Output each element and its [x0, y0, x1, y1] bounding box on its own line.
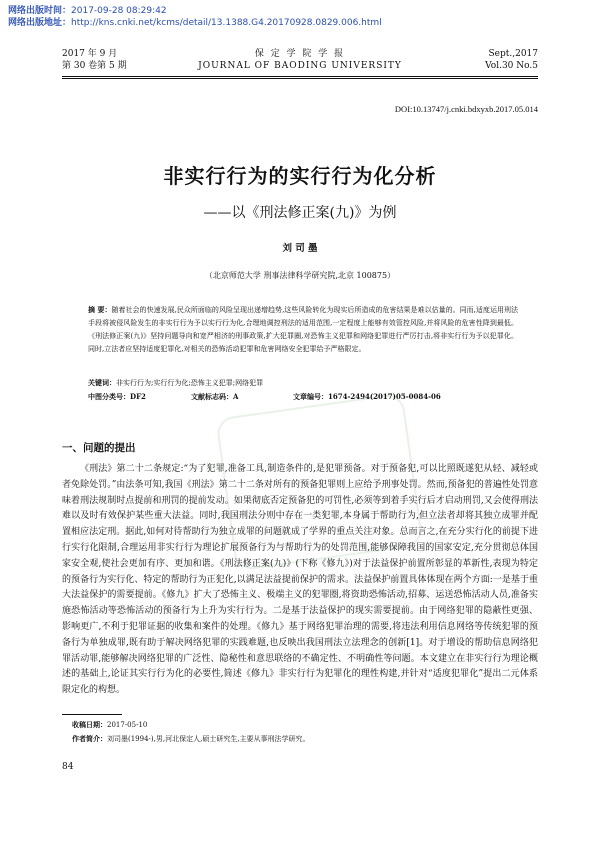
abstract-text: 随着社会的快速发展,民众所面临的风险呈现出递增趋势,这些风险转化为现实后所造成的危害结果是难以估量的。同而,适度运用刑法手段将被侵风险发生的非实行行为予以实行行为化,合理地调控刑法的适用范围,一定程度上能够有效管控风险,并将风险的危害性降到最低。《刑法修正案(九)》坚持问题导向和宽严相济的刑事政策,扩大犯罪圈,对恐怖主义犯罪和网络犯罪进行严厉打击,将非实行行为予以犯罪化。同时,立法者应坚持适度犯罪化,对相关的恐怖活动犯罪和危害网络安全犯罪给予严格限定。: [88, 306, 518, 353]
keywords: [88, 378, 518, 388]
abstract-label: 摘 要：: [88, 305, 112, 314]
abstract: [88, 303, 518, 356]
body-text: [62, 462, 538, 699]
header-issue-date: 2017 年 9 月 第 30 卷第 5 期: [62, 49, 127, 71]
online-publish-time: 网络出版时间：2017-09-28 08:29:42: [8, 6, 167, 16]
author-name: 刘 司 墨: [282, 243, 318, 254]
body-paragraph: 《刑法》第二十二条规定:“为了犯罪,准备工具,制造条件的,是犯罪预备。对于预备犯,可以比照既遂犯从轻、减轻或者免除处罚。”由法条可知,我国《刑法》第二十二条对所有的预备犯罪则上应给予刑事处罚。然而,预备犯的普遍性处罚意味着刑法规制时点提前和刑罚的提前发动。如果彻底否定预备犯的可罚性,必须等到着手实行后才启动刑罚,又会使得刑法难以及时有效保护某些重大法益。同时,我国刑法分则中存在一类犯罪,本身属于帮助行为,但立法者却将其独立成罪并配置相应法定刑。据此,如何对待帮助行为独立成罪的问题就成了学界的重点关注对象。总而言之,在充分实行化的前提下进行实行化限制,合理运用非实行行为理论扩展预备行为与帮助行为的处罚范围,能够保障我国的国家安定,充分贯彻总体国家安全观,使社会更加有序、更加和谐。《刑法修正案(九)》(下称《修九》)对于法益保护前置所彰显的革新性,表现为特定的预备行为实行化、特定的帮助行为正犯化,以满足法益提前保护的需求。法益保护前置具体体现在两个方面:一是基于重大法益保护的需要提前。《修九》扩大了恐怖主义、极端主义的犯罪圈,将资助恐怖活动,招募、运送恐怖活动人员,准备实施恐怖活动等恐怖活动的预备行为上升为实行行为。二是基于法益保护的现实需要提前。由于网络犯罪的隐蔽性更强、影响更广,不利于犯罪证据的收集和案件的处理。《修九》基于网络犯罪治理的需要,将违法利用信息网络等传统犯罪的预备行为单独成罪,既有助于解决网络犯罪的实践难题,也反映出我国刑法立法理念的创新[1]。对于增设的帮助信息网络犯罪活动罪,能够解决网络犯罪的广泛性、隐秘性和意思联络的不确定性、不明确性等问题。本文建立在非实行行为理论概述的基础上,论证其实行行为化的必要性,简述《修九》非实行行为犯罪化的理性构建,并针对“适度犯罪化”提出二元体系限定化的构想。: [62, 464, 538, 696]
keywords-label: 关键词：: [88, 378, 116, 387]
header-rule-bottom: [62, 78, 538, 79]
keywords-text: 非实行行为;实行行为化;恐怖主义犯罪;网络犯罪: [116, 379, 264, 387]
section-heading: 一、问题的提出: [62, 442, 136, 454]
received-date: 收稿日期：2017-05-10: [72, 720, 148, 729]
article-number: 文章编号：1674-2494(2017)05-0084-06: [293, 392, 441, 401]
author-bio: 作者简介：刘司墨(1994-),男,河北保定人,硕士研究生,主要从事刑法学研究。: [72, 734, 310, 743]
footnote-rule: [62, 714, 122, 715]
paper-subtitle: ——以《刑法修正案(九)》为例: [203, 205, 397, 221]
header-volume: Sept.,2017 Vol.30 No.5: [485, 49, 538, 71]
clc-number: 中图分类号：DF2: [88, 392, 146, 401]
journal-name: 保 定 学 院 学 报 JOURNAL OF BAODING UNIVERSITY: [198, 49, 402, 71]
doi: DOI:10.13747/j.cnki.bdxyxb.2017.05.014: [394, 104, 538, 114]
document-code: 文献标志码：A: [191, 392, 239, 401]
header-rule-top: [62, 76, 538, 77]
paper-title: 非实行行为的实行行为化分析: [163, 164, 437, 188]
online-publish-url[interactable]: http://kns.cnki.net/kcms/detail/13.1388.G4.20170928.0829.006.html: [71, 18, 382, 28]
page-number: 84: [62, 762, 74, 772]
online-publish-address: 网络出版地址：http://kns.cnki.net/kcms/detail/13.1388.G4.20170928.0829.006.html: [8, 18, 382, 28]
author-affiliation: （北京师范大学 刑事法律科学研究院,北京 100875）: [204, 271, 396, 280]
